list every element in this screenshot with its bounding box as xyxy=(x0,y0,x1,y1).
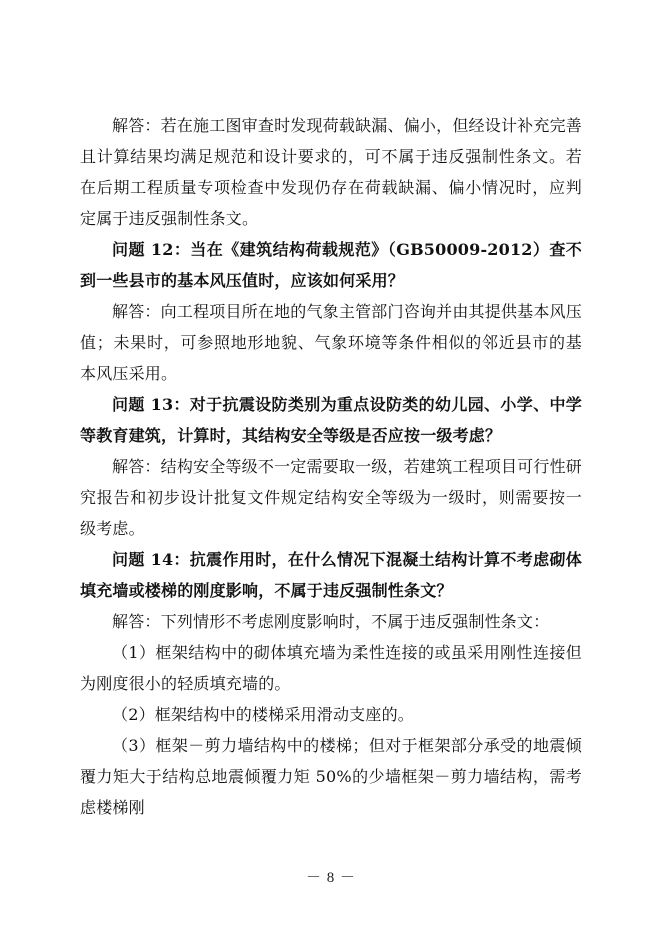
list-item-3: （3）框架－剪力墙结构中的楼梯；但对于框架部分承受的地震倾覆力矩大于结构总地震倾覆力矩 50%的少墙框架－剪力墙结构，需考虑楼梯刚 xyxy=(80,736,582,817)
document-body xyxy=(80,110,582,823)
page-number: － 8 － xyxy=(305,870,356,886)
question-14-heading: 问题 14：抗震作用时，在什么情况下混凝土结构计算不考虑砌体填充墙或楼梯的刚度影响，不属于违反强制性条文？ xyxy=(80,550,582,600)
answer-12-paragraph: 解答：向工程项目所在地的气象主管部门咨询并由其提供基本风压值；未果时，可参照地形地貌、气象环境等条件相似的邻近县市的基本风压采用。 xyxy=(80,302,582,383)
answer-paragraph: 解答：若在施工图审查时发现荷载缺漏、偏小，但经设计补充完善且计算结果均满足规范和设计要求的，可不属于违反强制性条文。若在后期工程质量专项检查中发现仍存在荷载缺漏、偏小情况时，应判定属于违反强制性条文。 xyxy=(80,116,582,228)
answer-14-paragraph: 解答：下列情形不考虑刚度影响时，不属于违反强制性条文： xyxy=(112,612,550,631)
answer-13-paragraph: 解答：结构安全等级不一定需要取一级，若建筑工程项目可行性研究报告和初步设计批复文件规定结构安全等级为一级时，则需要按一级考虑。 xyxy=(80,457,582,538)
question-13-heading: 问题 13：对于抗震设防类别为重点设防类的幼儿园、小学、中学等教育建筑，计算时，其结构安全等级是否应按一级考虑？ xyxy=(80,395,582,445)
list-item-1: （1）框架结构中的砌体填充墙为柔性连接的或虽采用刚性连接但为刚度很小的轻质填充墙的。 xyxy=(80,643,582,693)
list-item-2: （2）框架结构中的楼梯采用滑动支座的。 xyxy=(112,705,414,724)
question-12-heading: 问题 12：当在《建筑结构荷载规范》（GB50009-2012）查不到一些县市的基本风压值时，应该如何采用？ xyxy=(80,240,582,290)
